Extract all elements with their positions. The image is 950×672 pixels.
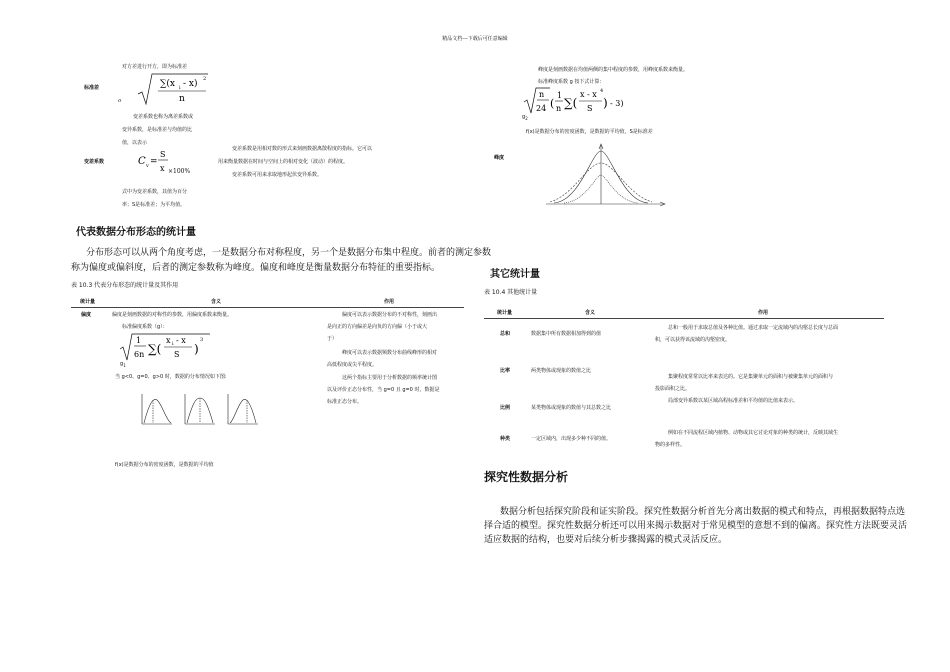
cv-desc-3: 值，以表示 [122,140,148,146]
svg-text:S: S [587,104,593,113]
svg-text:3: 3 [200,337,204,343]
svg-text:1: 1 [557,91,563,100]
table-caption-10-3: 表 10.3 代表分布形态的统计量及其作用 [71,282,179,289]
kurt-label: 峰度 [494,155,505,161]
svg-text:x - x: x - x [580,90,597,99]
section-title-other-stats: 其它统计量 [490,269,540,280]
section-title-shape-stats: 代表数据分布形态的统计量 [76,227,196,238]
svg-text:C: C [138,156,146,167]
cv-long-2: 用来衡量数据在时间与空间上的相对变化（波动）的程度。 [218,159,349,165]
svg-text:∑(: ∑( [148,342,162,356]
svg-text:): ) [194,342,199,356]
kurt-fx-note: f(x)是数据分布的密度函数，是数据的平均值，S是标准差 [526,129,653,135]
skew-effect-4: 峰度可以表示数据频数分布曲线峰形的相对 [342,350,438,356]
svg-text:=: = [150,157,158,167]
sigma-symbol: σ [118,98,122,104]
std-label: 标准差 [84,85,100,91]
std-top-text: 对方差进行开方，即为标准差 [122,64,188,70]
table2-header-stat: 统计量 [497,310,513,316]
std-formula [138,72,208,108]
svg-text:∑(x: ∑(x [160,79,176,89]
cv-label: 变差系数 [84,159,105,165]
skew-formula [120,332,210,362]
kurt-top-1: 峰度是刻画数据在均值两侧的集中程度的参数，用峰度系数来衡量。 [538,67,689,73]
svg-text:S: S [174,350,180,359]
skew-meaning: 偏度是刻画数据的对称性的参数，用偏度系数来衡量。 [112,312,233,318]
kurt-g2: $g_2$ [522,114,528,121]
svg-text:n: n [179,94,185,104]
svg-text:i: i [179,85,181,91]
kurt-formula [524,86,634,116]
svg-text:2: 2 [203,76,207,82]
svg-text:- x): - x) [183,79,198,89]
row-variety-name: 种类 [500,436,511,442]
svg-text:4: 4 [600,88,604,94]
skew-cases: 当 g<0、g=0、g>0 时，数据的分布情况如下图: [115,374,227,380]
svg-text:): ) [603,96,608,110]
row-variety-effect-1: 例如在不同流程区域内植物、动物或其它讨论对象的种类的统计，反映其域生 [668,430,839,436]
skew-g1-sub: $g_1$ [120,361,126,368]
table1-header-rule [71,307,464,308]
table1-header-effect: 作用 [384,299,395,305]
svg-text:∑(: ∑( [564,96,578,110]
row-sum-effect-1: 总和一般用于求取总值及各种比值。通过求取一定流域内的沟壑总长度与总面 [668,325,839,331]
svg-text:1: 1 [136,336,142,345]
kurt-top-2: 标准峰度系数 g 按下式计算： [538,79,605,85]
section-title-eda: 探究性数据分析 [484,470,569,484]
table1-header-meaning: 含义 [211,299,222,305]
skew-label: 偏度 [81,312,92,318]
skew-effect-7: 以及评价正态分布性，当 g=0 且 g=0 时，数据是 [327,387,440,393]
page-header: 精品文档---下载后可任意编辑 [442,36,508,42]
skew-effect-6: 这两个指标主要用于分析数据的频率统计图 [342,375,438,381]
table-caption-10-4: 表 10.4 其他统计量 [484,289,538,296]
svg-text:- 3): - 3) [610,99,624,108]
table2-header-rule [484,318,884,319]
cv-note-2: 率；S是标准差；为平均值。 [122,202,186,208]
cv-long-3: 变差系数可用来求取地形起伏变异系数。 [232,172,323,178]
row-ratio-name: 比率 [500,368,511,374]
kurtosis-plot [544,143,668,207]
skew-plots [140,390,265,430]
row-ratio-meaning: 两类物体或现象的数值之比 [531,368,592,374]
skew-fx-note: f(x)是数据分布的密度函数，是数据的平均值 [115,462,214,468]
svg-text:n: n [539,90,545,99]
row-variety-meaning: 一定区域内，出现多少种不同的值。 [531,436,612,442]
svg-text:x: x [166,336,171,345]
svg-text:(: ( [550,97,555,110]
skew-effect-2: 是向正的方向偏差是向负的方向偏（小于或大 [327,324,428,330]
para3-line2: 择合适的模型。探究性数据分析还可以用来揭示数据对于常见模型的意想不到的偏离。探究性方法既要灵活 [484,521,908,531]
row-proportion-meaning: 某类物体或现象的数值与其总数之比 [531,405,612,411]
svg-text:i: i [172,341,174,347]
cv-percent: ×100% [168,168,191,175]
row-sum-meaning: 数据集中所有数据相加得到的值 [531,331,602,337]
skew-effect-3: 于） [327,336,338,342]
svg-text:- x: - x [176,336,186,345]
skew-effect-5: 高低程度或尖平程度。 [327,362,378,368]
skew-effect-1: 偏度可以表示数据分布的不对称性，刻画出 [342,312,438,318]
cv-desc-1: 变差系数也称为离差系数或 [133,114,194,120]
table2-header-meaning: 含义 [585,310,596,316]
para1-line1: 分布形态可以从两个角度考虑，一是数据分布对称程度，另一个是数据分布集中程度。前者的测定参数 [86,248,492,258]
svg-text:6n: 6n [134,350,145,359]
para3-line3: 适应数据的结构，也要对后续分析步骤揭露的模式灵活反应。 [484,535,728,545]
svg-text:24: 24 [536,104,547,113]
table2-header-effect: 作用 [758,310,769,316]
skew-effect-8: 标准正态分布。 [327,399,363,405]
row-ratio-effect-2: 投影面积之比。 [655,386,691,392]
cv-note-1: 式中为变差系数，其值为百分 [122,189,188,195]
svg-text:x: x [160,164,165,173]
para1-line2: 称为偏度或偏斜度，后者的测定参数称为峰度。偏度和峰度是衡量数据分布特征的重要指标。 [71,263,441,273]
row-variety-effect-2: 物的多样性。 [655,442,686,448]
svg-text:S: S [160,150,166,159]
row-sum-effect-2: 积，可以获得该流域的沟壑密度。 [655,337,731,343]
para3-line1: 数据分析包括探究阶段和证实阶段。探究性数据分析首先分离出数据的模式和特点，再根据数据特点选 [500,507,906,517]
row-proportion-name: 比例 [500,405,511,411]
row-ratio-effect-1: 集聚程度常常以比率来表达的。它是集聚单元的面积与被聚集单元的面积与 [668,374,834,380]
cv-long-1: 变差系数是用相对数的形式来刻画数据离散程度的指标。它可以 [232,146,373,152]
table1-header-stat: 统计量 [80,299,96,305]
row-proportion-effect-1: 局部变异系数以某区域高程标准差和平均值的比值来表示。 [668,398,799,404]
cv-desc-2: 变异系数，是标准差与均值的比 [122,127,193,133]
svg-text:n: n [556,104,562,113]
skew-formula-title: 标准偏度系数（g）： [122,324,168,330]
svg-text:v: v [146,163,149,169]
row-sum-name: 总和 [500,331,511,337]
